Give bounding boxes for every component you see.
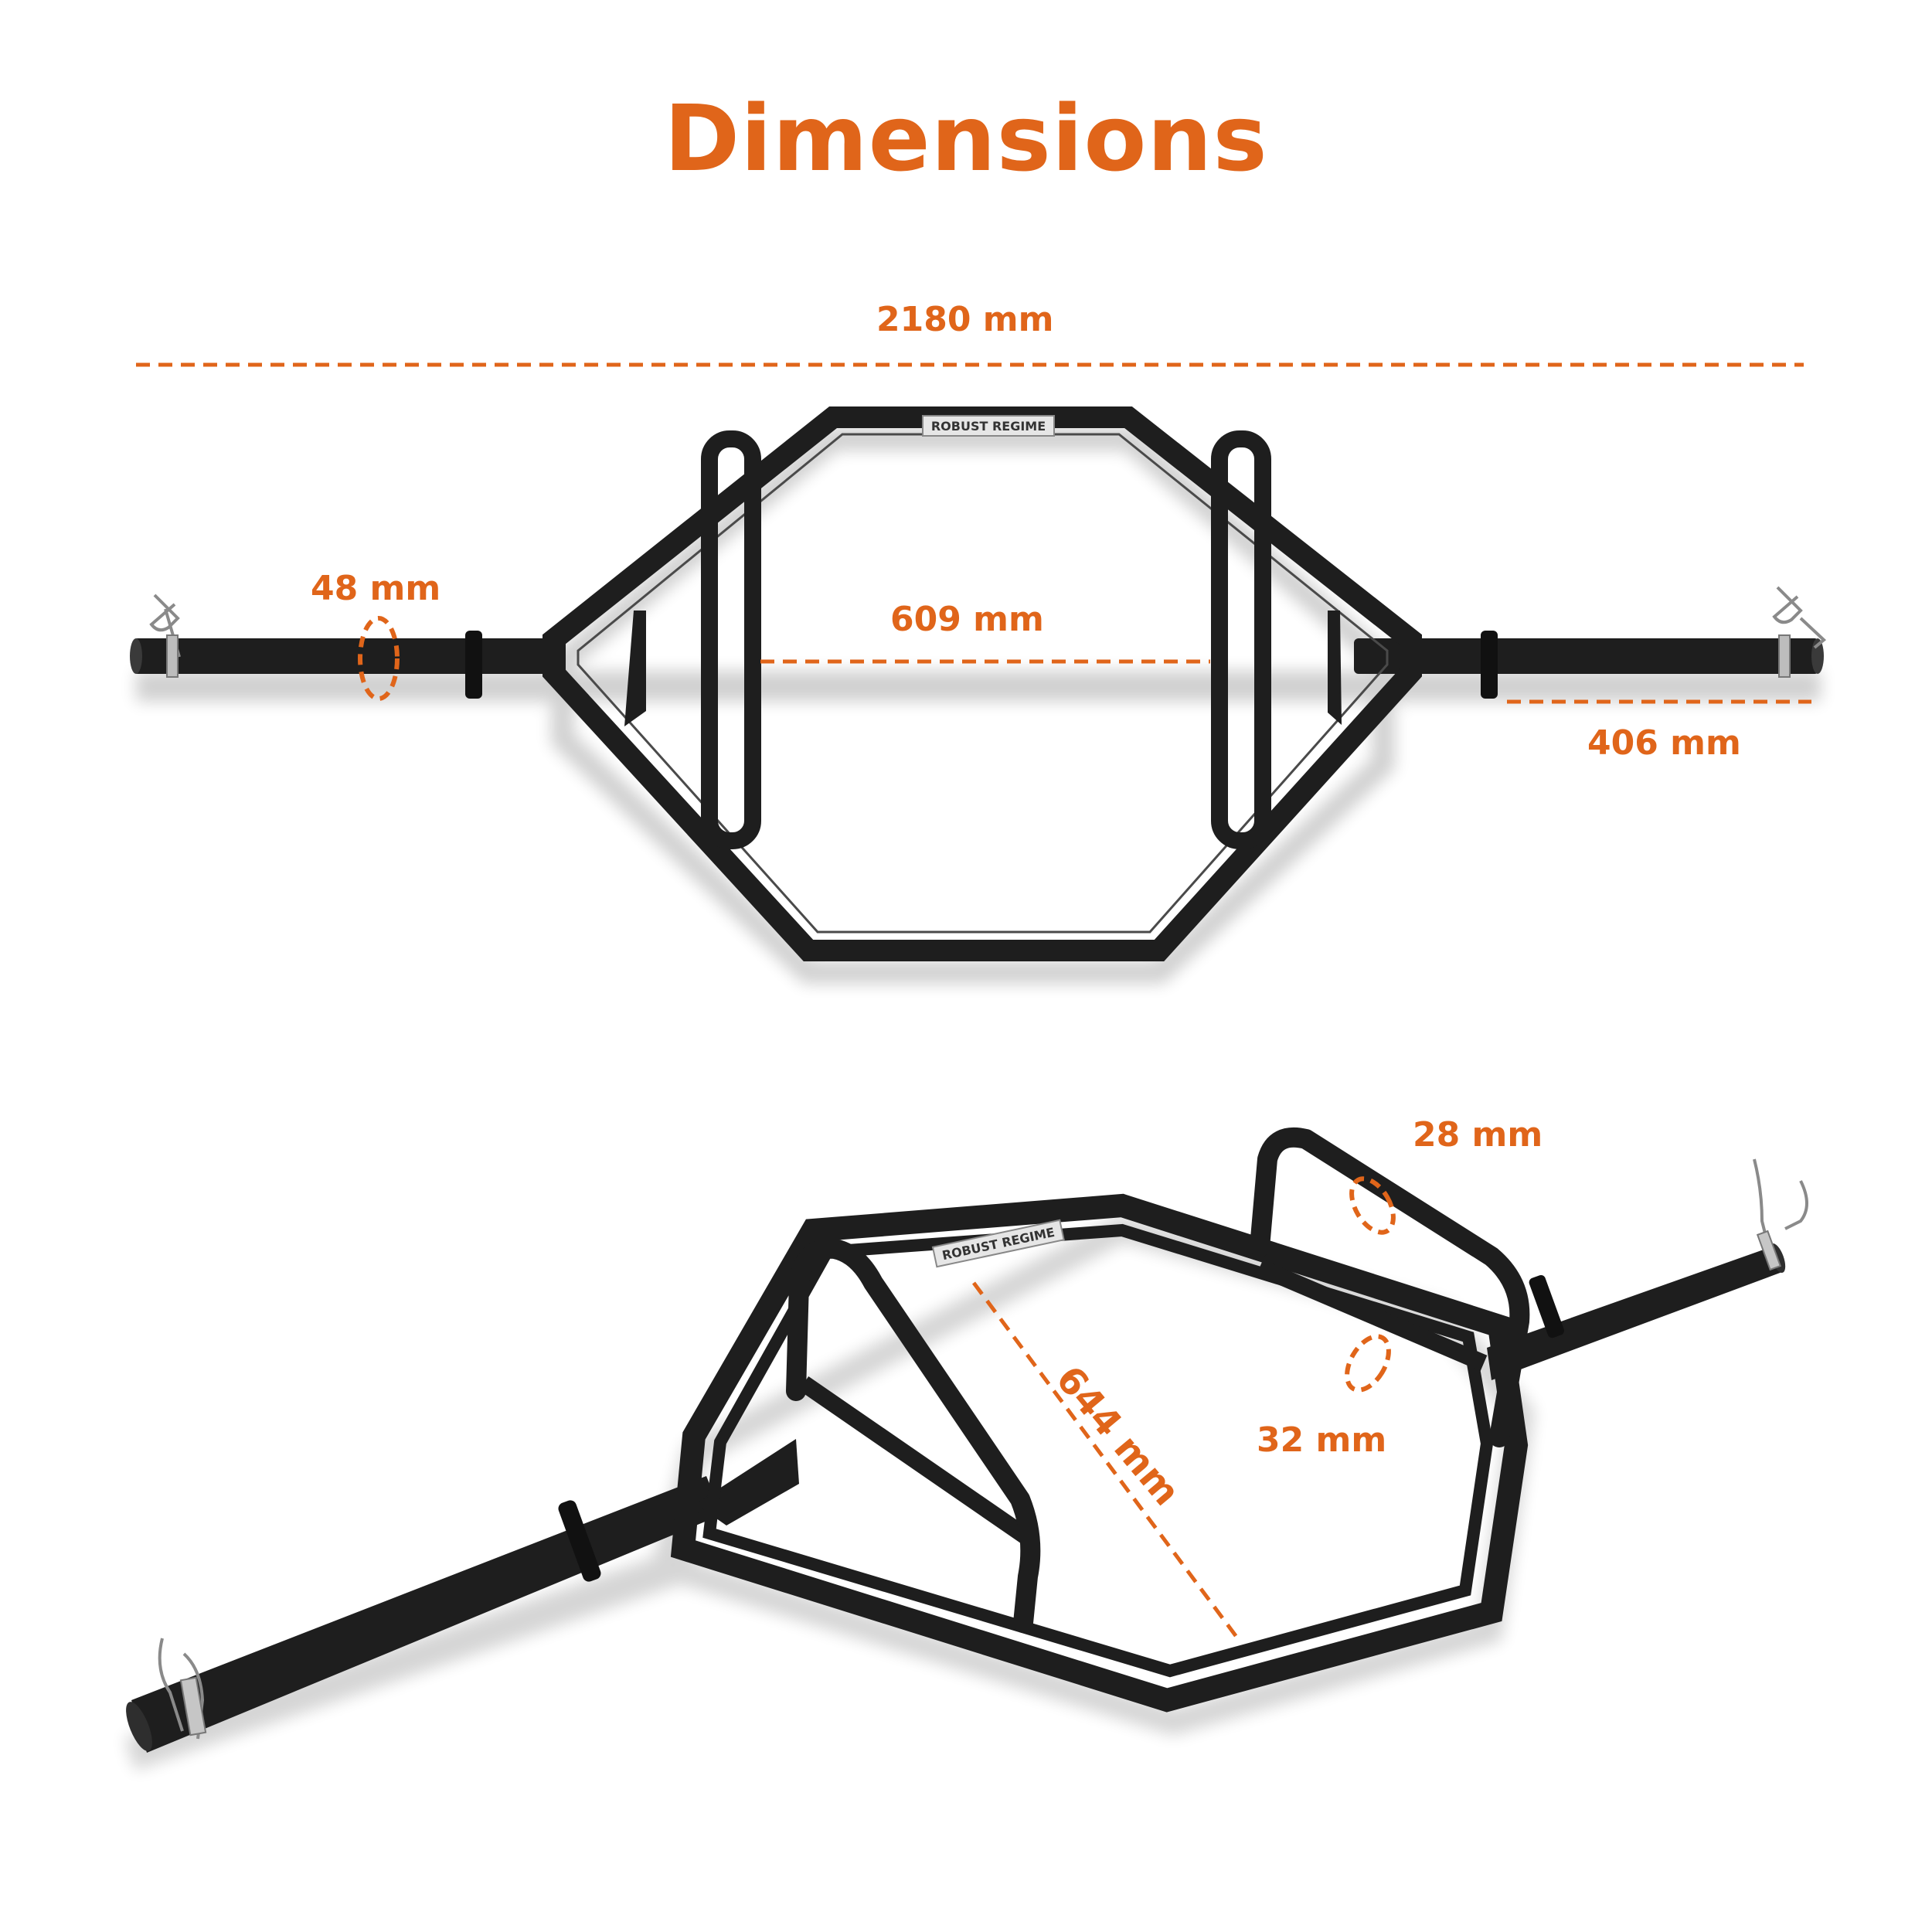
sleeve-diameter-label: 48 mm: [311, 569, 441, 608]
overall-length-label: 2180 mm: [876, 300, 1054, 339]
raised-handle-diameter-label: 32 mm: [1257, 1420, 1387, 1460]
left-sleeve: [133, 638, 566, 674]
left-collar: [465, 631, 482, 699]
handle-diameter-label: 28 mm: [1413, 1115, 1543, 1155]
top-view-trap-bar: [130, 416, 1824, 972]
raised-handle-diameter-marker: [1338, 1329, 1397, 1397]
page-title: Dimensions: [664, 85, 1268, 192]
inner-width-label: 609 mm: [890, 600, 1044, 639]
perspective-trap-bar: [121, 1138, 1807, 1754]
right-collar-perspective: [1528, 1274, 1566, 1339]
sleeve-length-label: 406 mm: [1587, 723, 1741, 763]
right-sleeve-perspective: [1487, 1246, 1782, 1380]
right-sleeve: [1354, 638, 1819, 674]
handle-diameter-marker: [1343, 1172, 1402, 1240]
left-sleeve-perspective: [131, 1476, 722, 1753]
diagonal-length-line: [974, 1283, 1236, 1637]
brand-plate-perspective-text: ROBUST REGIME: [940, 1224, 1056, 1264]
brand-plate-text: ROBUST REGIME: [930, 419, 1046, 434]
right-collar: [1481, 631, 1498, 699]
diagonal-length-label: 644 mm: [1047, 1357, 1189, 1515]
